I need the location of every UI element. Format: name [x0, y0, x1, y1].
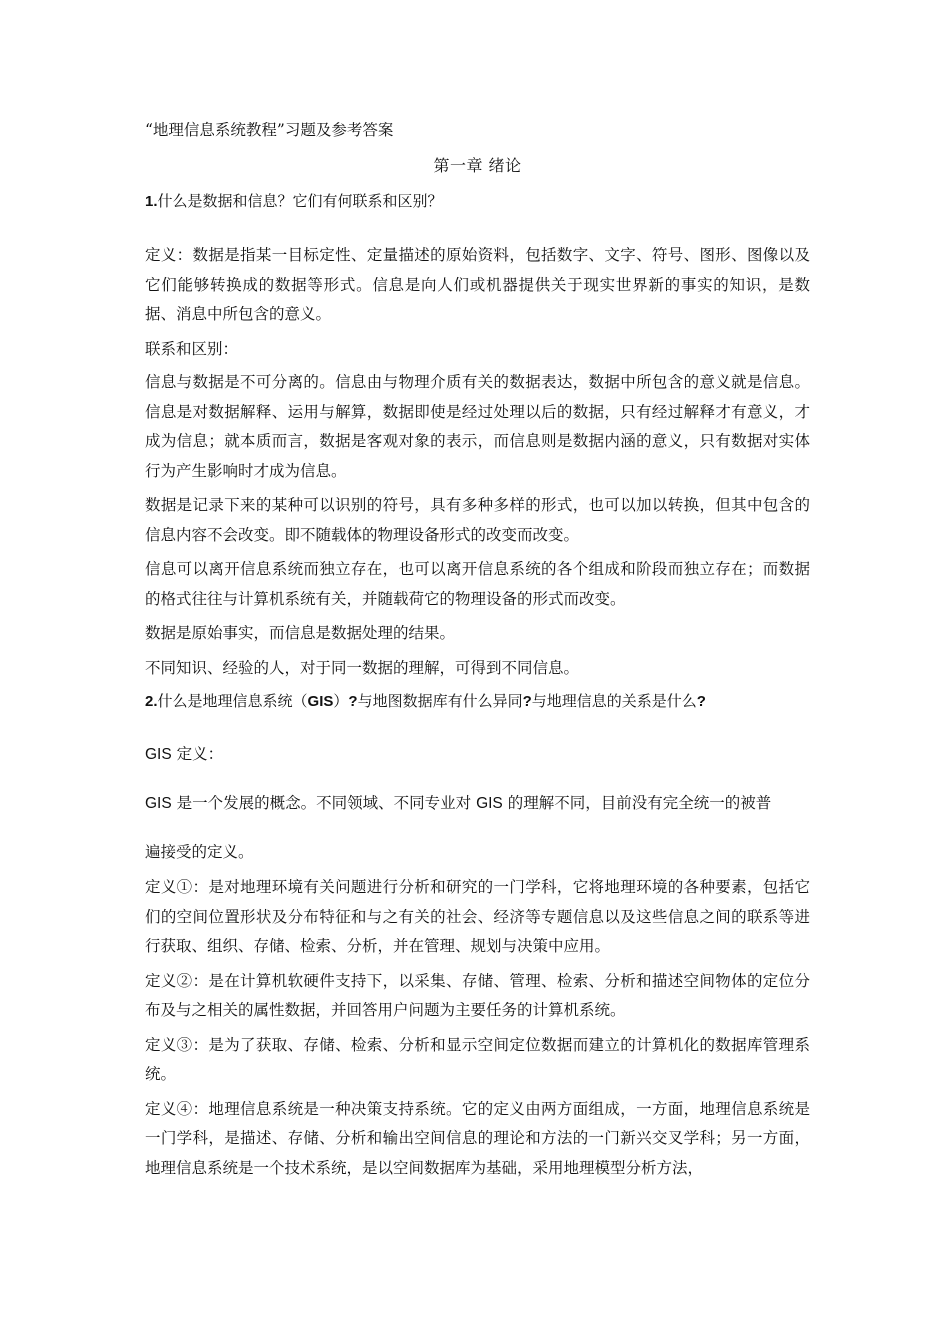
question-2 — [145, 688, 810, 715]
question-mark: ? — [348, 693, 358, 710]
gis-definition-label: GIS 定义： — [145, 745, 224, 763]
answer-paragraph: 数据是原始事实，而信息是数据处理的结果。 — [145, 624, 456, 642]
definition-paragraph: 定义：数据是指某一目标定性、定量描述的原始资料，包括数字、文字、符号、图形、图像以及它们能够转换成的数据等形式。信息是向人们或机器提供关于现实世界新的事实的知识，是数据、消息中所包含的意义。 — [145, 246, 810, 323]
question-gis-term: GIS — [307, 693, 334, 710]
answer-paragraph: 信息可以离开信息系统而独立存在，也可以离开信息系统的各个组成和阶段而独立存在；而数据的格式往往与计算机系统有关，并随载荷它的物理设备的形式而改变。 — [145, 560, 810, 608]
question-text: 什么是地理信息系统（ — [157, 692, 308, 710]
relation-heading: 联系和区别： — [145, 339, 239, 358]
gis-intro-line-1: GIS 是一个发展的概念。不同领域、不同专业对 GIS 的理解不同，目前没有完全统一的被普 — [145, 794, 772, 812]
definition-4: 定义④：地理信息系统是一种决策支持系统。它的定义由两方面组成，一方面，地理信息系统是一门学科，是描述、存储、分析和输出空间信息的理论和方法的一门新兴交叉学科；另一方面，地理信息系统是一个技术系统，是以空间数据库为基础，采用地理模型分析方法， — [145, 1099, 810, 1177]
question-text: ） — [333, 692, 349, 710]
answer-paragraph: 信息与数据是不可分离的。信息由与物理介质有关的数据表达，数据中所包含的意义就是信息。信息是对数据解释、运用与解算，数据即使是经过处理以后的数据，只有经过解释才有意义，才成为信息；就本质而言，数据是客观对象的表示，而信息则是数据内涵的意义，只有数据对实体行为产生影响时才成为信息。 — [145, 373, 810, 480]
question-mark: ? — [522, 693, 532, 710]
question-text: 与地理信息的关系是什么 — [531, 692, 697, 710]
answer-paragraph: 不同知识、经验的人，对于同一数据的理解，可得到不同信息。 — [145, 658, 580, 677]
question-text: 什么是数据和信息？它们有何联系和区别？ — [157, 192, 443, 210]
question-1 — [145, 188, 810, 215]
question-text: 与地图数据库有什么异同 — [357, 692, 523, 710]
gis-intro-line-2: 遍接受的定义。 — [145, 843, 254, 861]
question-mark: ? — [696, 693, 706, 710]
definition-2: 定义②：是在计算机软硬件支持下，以采集、存储、管理、检索、分析和描述空间物体的定位分布及与之相关的属性数据，并回答用户问题为主要任务的计算机系统。 — [145, 971, 810, 1019]
document-title: “地理信息系统教程”习题及参考答案 — [145, 121, 394, 139]
question-number: 1. — [145, 193, 158, 210]
question-number: 2. — [145, 693, 158, 710]
definition-1: 定义①：是对地理环境有关问题进行分析和研究的一门学科，它将地理环境的各种要素，包括它们的空间位置形状及分布特征和与之有关的社会、经济等专题信息以及这些信息之间的联系等进行获取、组织、存储、检索、分析，并在管理、规划与决策中应用。 — [145, 878, 810, 955]
document-page — [145, 118, 810, 1188]
definition-3: 定义③：是为了获取、存储、检索、分析和显示空间定位数据而建立的计算机化的数据库管理系统。 — [145, 1035, 810, 1083]
chapter-heading: 第一章 绪论 — [433, 156, 522, 175]
answer-paragraph: 数据是记录下来的某种可以识别的符号，具有多种多样的形式，也可以加以转换，但其中包含的信息内容不会改变。即不随载体的物理设备形式的改变而改变。 — [145, 496, 810, 544]
